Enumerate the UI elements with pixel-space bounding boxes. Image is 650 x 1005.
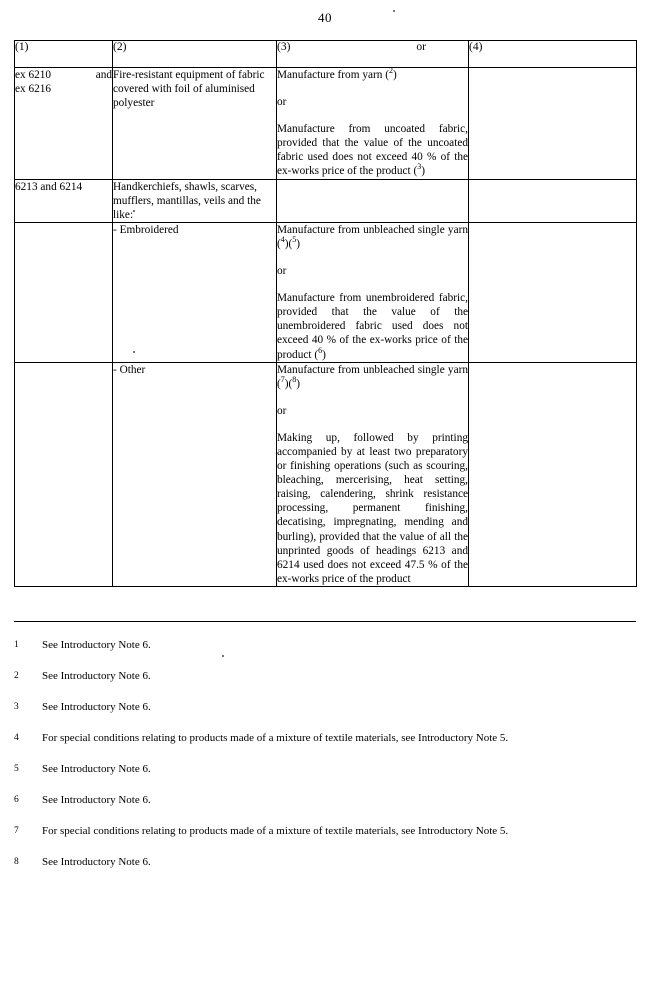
table-header-row [15,41,637,68]
footnote-item [14,731,636,745]
cell-heading-code [15,179,113,222]
scan-speck [133,351,135,353]
scan-speck [222,655,224,657]
footnote-text: See Introductory Note 6. [42,638,151,651]
rule-or: or [277,265,287,278]
footnote-text: See Introductory Note 6. [42,793,151,806]
cell-alternative-rule [469,68,637,180]
rule-block: Manufacture from uncoated fabric, provided that the value of the uncoated fabric used does not exceed 40 % of the ex-works price of the product ($^3$) [277,123,468,178]
footnote-number: 1 [14,639,19,650]
code-right: and [95,69,112,81]
scan-speck [393,10,395,12]
cell-heading-code [15,68,113,180]
footnote-item [14,669,636,683]
footnote-number: 4 [14,732,19,743]
cell-working-rule [277,222,469,362]
table-row [15,222,637,362]
footnote-number: 6 [14,794,19,805]
cell-description [113,179,277,222]
code-left: 6213 and 6214 [15,180,83,193]
table-row [15,362,637,586]
footnote-text: See Introductory Note 6. [42,762,151,775]
table-row [15,179,637,222]
table-row [15,68,637,180]
footnote-number: 3 [14,701,19,712]
footnote-text: See Introductory Note 6. [42,855,151,868]
rule-block: Manufacture from unbleached single yarn ($^4$)($^5$) [277,223,468,250]
description-text: Handkerchiefs, shawls, scarves, mufflers, mantillas, veils and the like: [113,180,261,221]
cell-working-rule [277,362,469,586]
footnote-item [14,824,636,838]
footnote-number: 5 [14,763,19,774]
code-second: ex 6216 [15,83,52,96]
cell-alternative-rule [469,222,637,362]
cell-heading-code [15,222,113,362]
header-cell-3-label: (3) [277,41,291,53]
cell-working-rule [277,68,469,180]
cell-description [113,68,277,180]
header-cell-3-or: or [416,41,426,53]
cell-heading-code [15,362,113,586]
header-cell-1: (1) [15,41,113,68]
footnote-item [14,762,636,776]
footnote-item [14,855,636,869]
rule-or: or [277,96,287,109]
page-number: 40 [318,10,332,25]
header-cell-4: (4) [469,41,637,68]
footnote-text: For special conditions relating to products made of a mixture of textile materials, see Introductory Note 5. [42,824,509,837]
footnote-item [14,638,636,652]
footnote-text: See Introductory Note 6. [42,700,151,713]
scan-speck [133,210,135,212]
description-text: - Other [113,363,146,376]
description-text: - Embroidered [113,223,179,236]
rule-block: Manufacture from unembroidered fabric, provided that the value of the unembroidered fabric used does not exceed 40 % of the ex-works price of the product ($^6$) [277,292,468,361]
origin-rules-table [14,40,637,587]
footnote-number: 8 [14,856,19,867]
footnote-item [14,793,636,807]
footnote-item [14,700,636,714]
cell-working-rule [277,179,469,222]
cell-description [113,362,277,586]
rule-block: Manufacture from yarn ($^2$) [277,66,397,81]
footnote-text: See Introductory Note 6. [42,669,151,682]
footnotes-list [14,622,636,869]
code-left: ex 6210 [15,69,52,81]
cell-description [113,222,277,362]
description-text: Fire-resistant equipment of fabric covered with foil of aluminised polyester [113,69,265,110]
cell-alternative-rule [469,179,637,222]
header-cell-2: (2) [113,41,277,68]
footnote-number: 7 [14,825,19,836]
rule-block: Making up, followed by printing accompanied by at least two preparatory or finishing operations (such as scouring, bleaching, mercerising, heat setting, raising, calendering, shrink resistance processing, permanent finishing, decatising, impregnating, mending and burling), provided that the value of all the unprinted goods of headings 6213 and 6214 used does not exceed 47.5 % of the ex-works price of the product [277,431,468,585]
footnote-number: 2 [14,670,19,681]
rule-block: Manufacture from unbleached single yarn ($^7$)($^8$) [277,363,468,390]
rule-or: or [277,404,287,417]
footnote-text: For special conditions relating to products made of a mixture of textile materials, see Introductory Note 5. [42,731,509,744]
header-cell-3 [277,41,469,68]
cell-alternative-rule [469,362,637,586]
